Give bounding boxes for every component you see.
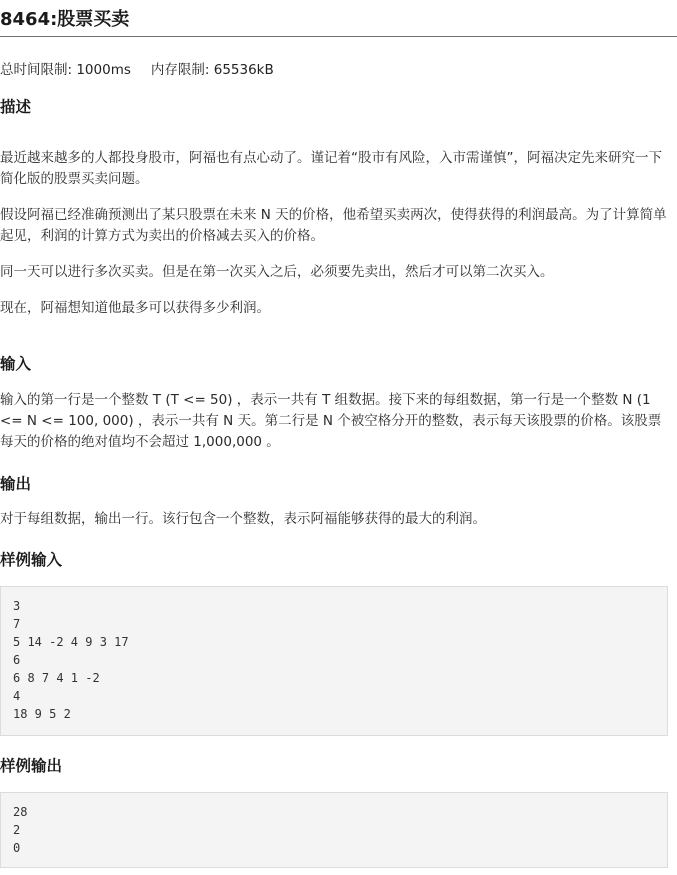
sample-output-box [0, 792, 668, 868]
code-line: 6 [13, 653, 21, 667]
title-bar [0, 0, 677, 37]
description-paragraph: 同一天可以进行多次买卖。但是在第一次买入之后，必须要先卖出，然后才可以第二次买入。 [0, 264, 554, 280]
code-line: 3 [13, 599, 21, 613]
input-text: 输入的第一行是一个整数 T (T <= 50) ，表示一共有 T 组数据。接下来的每组数据，第一行是一个整数 N (1 <= N <= 100, 000) ，表示一共有 N 天。第二行是 N 个被空格分开的整数，表示每天该股票的价格。该股票每天的价格的绝对值均不会超过 1,000,000 。 [0, 392, 662, 450]
description-paragraph: 假设阿福已经准确预测出了某只股票在未来 N 天的价格，他希望买卖两次，使得获得的利润最高。为了计算简单起见，利润的计算方式为卖出的价格减去买入的价格。 [0, 207, 667, 244]
sample-output-heading: 样例输出 [0, 757, 63, 775]
sample-input-box [0, 586, 668, 736]
sample-input-heading: 样例输入 [0, 551, 63, 569]
code-line: 18 9 5 2 [13, 707, 71, 721]
description-paragraph: 现在，阿福想知道他最多可以获得多少利润。 [0, 300, 270, 316]
code-line: 2 [13, 823, 21, 837]
description-heading: 描述 [0, 98, 32, 116]
input-heading: 输入 [0, 355, 32, 373]
limits-line [0, 58, 274, 78]
code-line: 0 [13, 841, 21, 855]
code-line: 5 14 -2 4 9 3 17 [13, 635, 129, 649]
time-limit: 总时间限制: 1000ms [0, 62, 131, 78]
output-heading: 输出 [0, 475, 32, 493]
page-title: 8464:股票买卖 [0, 9, 130, 30]
description-paragraph: 最近越来越多的人都投身股市，阿福也有点心动了。谨记着“股市有风险，入市需谨慎”，阿福决定先来研究一下简化版的股票买卖问题。 [0, 150, 662, 187]
memory-limit: 内存限制: 65536kB [150, 62, 274, 78]
code-line: 6 8 7 4 1 -2 [13, 671, 100, 685]
output-text: 对于每组数据，输出一行。该行包含一个整数，表示阿福能够获得的最大的利润。 [0, 511, 486, 527]
code-line: 28 [13, 805, 28, 819]
code-line: 4 [13, 689, 21, 703]
code-line: 7 [13, 617, 21, 631]
